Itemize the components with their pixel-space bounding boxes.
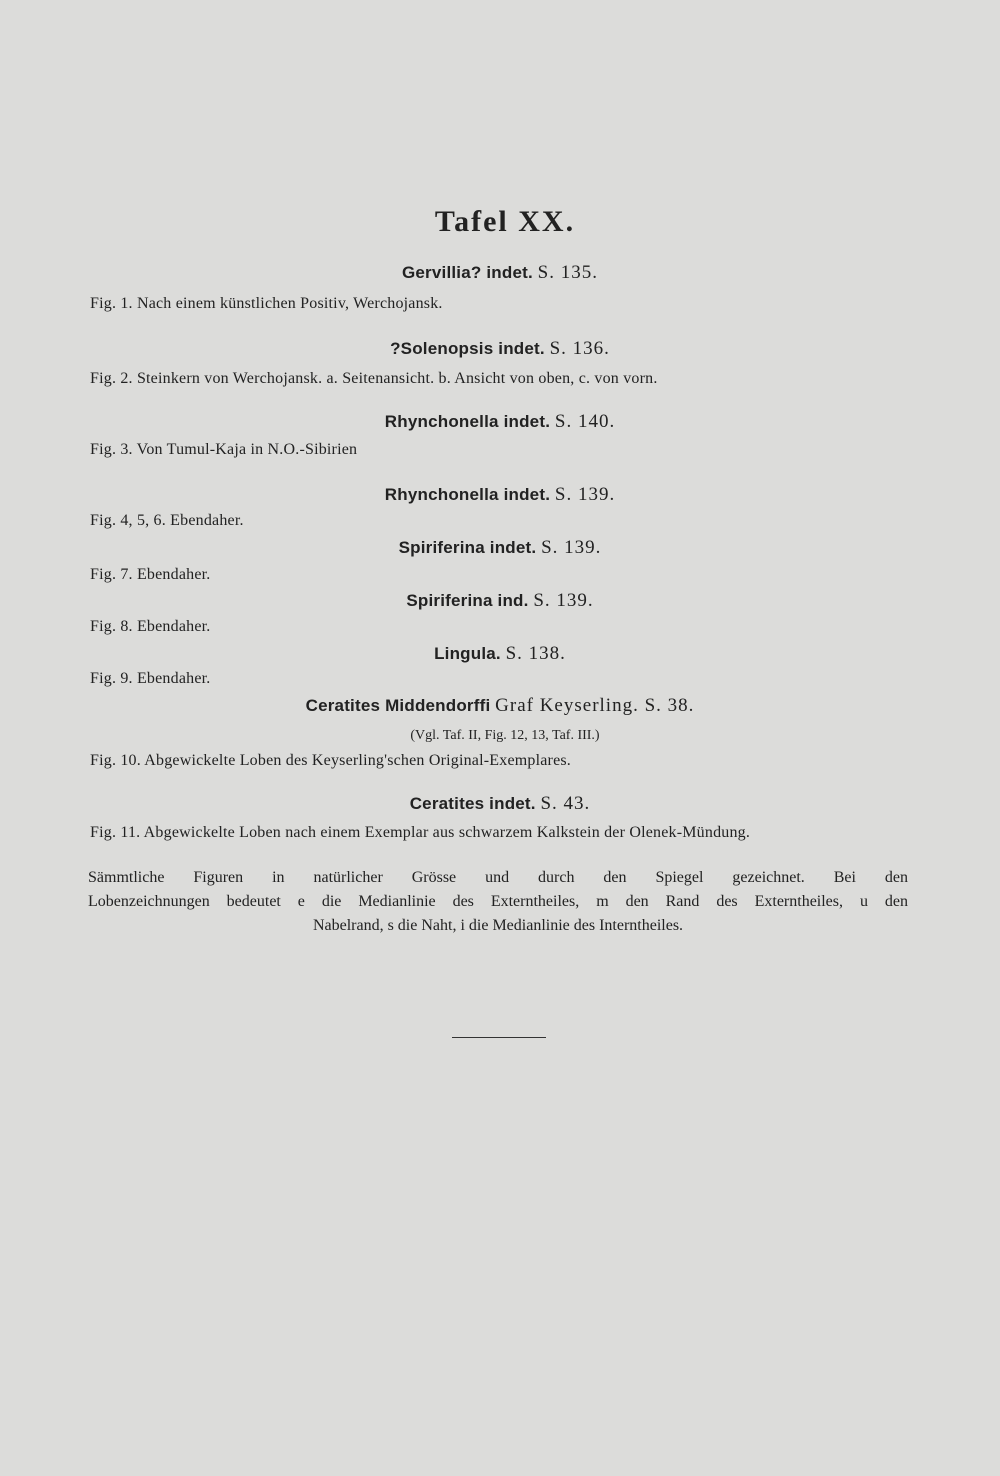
section-heading [0, 262, 1000, 284]
page-ref: Graf Keyserling. S. 38. [495, 695, 695, 716]
taxon-name: Ceratites Middendorffi [305, 696, 491, 715]
taxon-name: Rhynchonella indet. [384, 485, 551, 504]
page-ref: S. 43. [540, 793, 591, 814]
taxon-name: ?Solenopsis indet. [390, 339, 545, 358]
page-ref: S. 136. [549, 338, 610, 359]
section-heading [0, 338, 1000, 360]
taxon-name: Rhynchonella indet. [384, 412, 551, 431]
page-ref: S. 139. [533, 590, 594, 611]
page-ref: S. 139. [541, 537, 602, 558]
figure-caption: Fig. 7. Ebendaher. [90, 566, 211, 583]
section-heading [0, 793, 1000, 815]
plate-title: Tafel XX. [434, 205, 576, 238]
taxon-name: Lingula. [434, 644, 501, 663]
page-ref: S. 139. [554, 484, 616, 505]
figure-caption: Fig. 1. Nach einem künstlichen Positiv, Werchojansk. [90, 295, 443, 312]
figure-caption: Fig. 9. Ebendaher. [90, 670, 211, 687]
page-ref: S. 140. [554, 411, 616, 432]
paragraph-line: Sämmtliche Figuren in natürlicher Grösse und durch den Spiegel gezeichnet. Bei den [88, 869, 908, 886]
page-ref: S. 138. [505, 643, 566, 664]
closing-rule [452, 1037, 546, 1038]
section-heading [0, 695, 1000, 717]
page-ref: S. 135. [537, 262, 598, 283]
figure-caption: Fig. 11. Abgewickelte Loben nach einem Exemplar aus schwarzem Kalkstein der Olenek-Mündung. [90, 824, 751, 841]
figure-caption: Fig. 2. Steinkern von Werchojansk. a. Seitenansicht. b. Ansicht von oben, c. von vorn. [90, 370, 658, 387]
figure-caption: Fig. 4, 5, 6. Ebendaher. [90, 512, 244, 529]
figure-caption: Fig. 8. Ebendaher. [90, 618, 211, 635]
paragraph-line: Lobenzeichnungen bedeutet e die Medianlinie des Externtheiles, m den Rand des Externtheiles, u den [88, 893, 908, 910]
taxon-name: Ceratites indet. [409, 794, 536, 813]
taxon-name: Spiriferina ind. [406, 591, 529, 610]
explanatory-paragraph [88, 866, 908, 938]
section-heading [0, 411, 1000, 433]
section-heading [0, 590, 1000, 612]
taxon-name: Spiriferina indet. [398, 538, 537, 557]
paragraph-line: Nabelrand, s die Naht, i die Medianlinie des Interntheiles. [312, 917, 684, 934]
figure-caption: Fig. 3. Von Tumul-Kaja in N.O.-Sibirien [90, 441, 358, 458]
section-heading [0, 484, 1000, 506]
figure-caption: Fig. 10. Abgewickelte Loben des Keyserling'schen Original-Exemplares. [90, 752, 572, 769]
section-heading [0, 643, 1000, 665]
taxon-name: Gervillia? indet. [401, 263, 533, 282]
cross-reference-note: (Vgl. Taf. II, Fig. 12, 13, Taf. III.) [410, 728, 600, 743]
section-heading [0, 537, 1000, 559]
